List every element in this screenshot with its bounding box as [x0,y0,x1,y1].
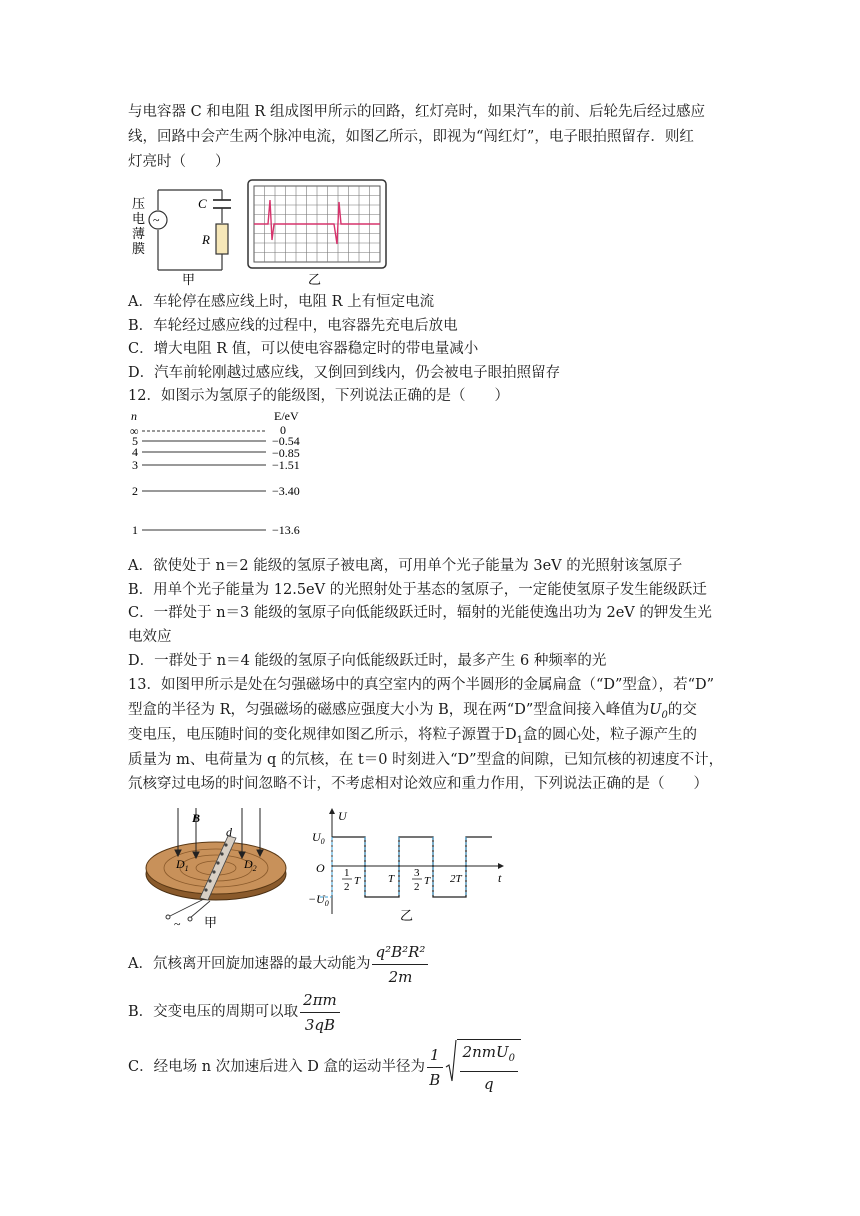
q12-option-a: A．欲使处于 n＝2 能级的氢原子被电离，可用单个光子能量为 3eV 的光照射该氢原子 [128,558,683,574]
q13-option-c-rad-num: 2nmU [462,1043,509,1061]
q13-stem-3b: 盒的圆心处，粒子源产生的 [523,727,698,743]
t-axis-label: t [498,871,502,885]
intro-line-2: 线，回路中会产生两个脉冲电流，如图乙所示，即视为“闯红灯”，电子眼拍照留存．则红 [128,129,694,145]
q13-stem-3a: 变电压，电压随时间的变化规律如图乙所示，将粒子源置于 [128,727,505,743]
q13-stem-4: 质量为 m、电荷量为 q 的氘核，在 t＝0 时刻进入“D”型盒的间隙，已知氘核的初速度不计， [128,752,724,768]
level-e-3: −1.51 [272,458,300,472]
level-e-4: −0.85 [272,446,300,460]
q12-option-c-cont: 电效应 [128,629,172,645]
level-n-4: 4 [132,445,138,459]
u0-symbol: $U_0$ [649,702,668,721]
q13-option-a-text: A．氘核离开回旋加速器的最大动能为 [128,956,371,972]
level-e-2: −3.40 [272,484,300,498]
side-label [132,196,145,256]
side-label-3: 薄 [132,226,146,241]
level-n-5: 5 [132,434,138,448]
fig-right-caption: 乙 [308,272,322,287]
d-gap-label: d [226,825,232,839]
q11-option-a: A．车轮停在感应线上时，电阻 R 上有恒定电流 [128,294,435,310]
three-den: 2 [414,881,420,893]
radical-sign-icon [445,1039,457,1083]
resistor-icon [216,224,228,254]
q13-stem-2a: 型盒的半径为 R，匀强磁场的磁感应强度大小为 B，现在两“D”型盒间接入峰值为 [128,702,650,718]
n-header: n [131,409,137,423]
level-e-5: −0.54 [272,434,300,448]
energy-level-diagram [128,406,308,538]
level-n-inf: ∞ [130,424,139,438]
side-label-1: 压 [132,196,146,211]
fig13-right-caption: 乙 [400,908,414,923]
neg-u0-tick: $-U_0$ [308,892,329,908]
q13-option-c-sqrt: $\frac{2nmU_0}{q}$ [445,1039,521,1095]
q11-option-c: C．增大电阻 R 值，可以使电容器稳定时的带电量减小 [128,341,479,357]
q13-option-a-fraction [372,941,428,988]
capacitor-label: C [198,196,207,211]
half-num: 1 [344,867,350,879]
level-n-3: 3 [132,458,138,472]
q13-option-b [128,992,342,1032]
ac-tilde: ~ [174,917,181,928]
intro-line-3: 灯亮时（ ） [128,154,230,170]
q13-option-c-text: C．经电场 n 次加速后进入 D 盒的运动半径为 [128,1059,425,1075]
q13-option-c-num: 1 [427,1044,443,1068]
q13-stem-3 [128,724,697,752]
q13-option-a-den: 2m [388,967,413,986]
half-den: 2 [344,881,350,893]
e-header: E/eV [274,409,299,423]
three-num: 3 [414,867,420,879]
side-label-2: 电 [132,211,146,226]
q12-option-b: B．用单个光子能量为 12.5eV 的光照射处于基态的氢原子，一定能使氢原子发生能级跃迁 [128,582,707,598]
q13-stem-2b: 的交 [667,702,697,718]
cyclotron-figure [130,806,310,928]
q13-option-c-den: B [429,1070,441,1089]
side-label-4: 膜 [132,241,146,256]
square-wave [332,837,492,897]
q13-option-b-num: 2πm [300,989,340,1013]
level-n-2: 2 [132,484,138,498]
intro-line-1: 与电容器 C 和电阻 R 组成图甲所示的回路，红灯亮时，如果汽车的前、后轮先后经过感应 [128,104,705,120]
q13-stem-1: 13．如图甲所示是处在匀强磁场中的真空室内的两个半圆形的金属扁盒（“D”型盒），若“D” [128,677,715,693]
circuit-figure [128,178,408,288]
u0-tick: $U_0$ [312,830,325,846]
q13-option-a [128,944,430,984]
resistor-label: R [202,232,210,247]
u-axis-label: U [338,809,347,823]
q11-option-b: B．车轮经过感应线的过程中，电容器先充电后放电 [128,318,458,334]
q13-stem-5: 氘核穿过电场的时间忽略不计，不考虑相对论效应和重力作用，下列说法正确的是（ ） [128,776,708,792]
oscilloscope [248,180,386,268]
fig-left-caption: 甲 [182,272,196,287]
voltage-waveform [308,806,508,928]
q12-option-c: C．一群处于 n＝3 能级的氢原子向低能级跃迁时，辐射的光能使逸出功为 2eV 的钾发生光 [128,605,712,621]
q13-option-c-fraction [427,1044,443,1091]
t-label: T [388,873,395,885]
q11-option-d: D．汽车前轮刚越过感应线，又倒回到线内，仍会被电子眼拍照留存 [128,365,561,381]
three-t: T [424,875,431,887]
d2-label: $D_2$ [244,857,257,873]
q13-option-b-text: B．交变电压的周期可以取 [128,1004,299,1020]
q12-stem: 12．如图示为氢原子的能级图，下列说法正确的是（ ） [128,388,509,404]
q13-option-b-den: 3qB [304,1015,336,1034]
level-e-1: −13.6 [272,523,300,537]
q13-option-a-num: q²B²R² [372,941,428,965]
level-e-inf: 0 [280,423,286,437]
d1-symbol: $D_1$ [505,727,524,746]
q13-option-c [128,1043,521,1093]
q13-option-c-rad-den: q [483,1075,494,1093]
half-t: T [354,875,361,887]
q13-stem-2 [128,699,697,727]
two-t-label: 2T [450,873,462,885]
ac-symbol: ~ [153,213,160,227]
fig13-left-caption: 甲 [204,915,218,928]
q12-option-d: D．一群处于 n＝4 能级的氢原子向低能级跃迁时，最多产生 6 种频率的光 [128,653,607,669]
level-n-1: 1 [132,523,138,537]
b-label: B [192,811,201,825]
d1-label: $D_1$ [176,857,189,873]
q13-option-b-fraction [300,989,340,1036]
origin-label: O [316,861,325,875]
